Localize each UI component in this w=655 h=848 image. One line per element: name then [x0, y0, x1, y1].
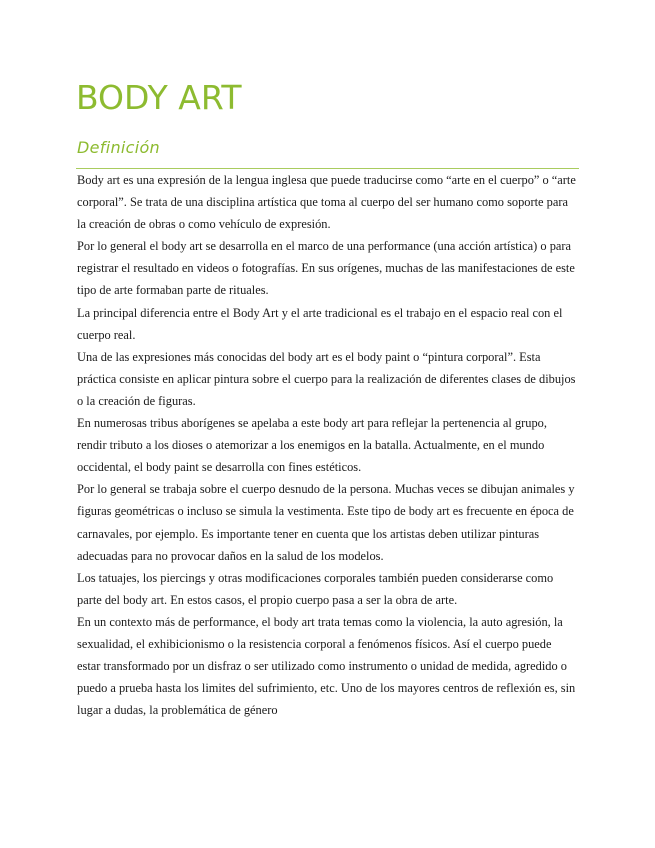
- paragraph: Body art es una expresión de la lengua inglesa que puede traducirse como “arte en el cuerpo” o “arte corporal”. Se trata de una disciplina artística que toma al cuerpo del ser humano como soporte para la creación de obras o como vehículo de expresión.: [77, 173, 576, 232]
- paragraph: La principal diferencia entre el Body Art y el arte tradicional es el trabajo en el espacio real con el cuerpo real.: [77, 305, 563, 342]
- paragraph: Una de las expresiones más conocidas del body art es el body paint o “pintura corporal”. Esta práctica consiste en aplicar pintura sobre el cuerpo para la realización de diferentes clases de dibujos o la creación de figuras.: [77, 349, 576, 408]
- section-heading: Definición: [77, 138, 160, 157]
- body-text: [77, 169, 577, 721]
- paragraph: En un contexto más de performance, el body art trata temas como la violencia, la auto agresión, la sexualidad, el exhibicionismo o la resistencia corporal a fenómenos físicos. Así el cuerpo puede estar transformado por un disfraz o ser utilizado como instrumento o unidad de medida, agredido o puedo a prueba hasta los limites del sufrimiento, etc. Uno de los mayores centros de reflexión es, sin lugar a dudas, la problemática de género: [77, 614, 576, 718]
- paragraph: Los tatuajes, los piercings y otras modificaciones corporales también pueden considerarse como parte del body art. En estos casos, el propio cuerpo pasa a ser la obra de arte.: [77, 570, 554, 607]
- page-title: BODY ART: [76, 78, 242, 117]
- paragraph: En numerosas tribus aborígenes se apelaba a este body art para reflejar la pertenencia al grupo, rendir tributo a los dioses o atemorizar a los enemigos en la batalla. Actualmente, en el mundo occidental, el body paint se desarrolla con fines estéticos.: [77, 416, 547, 475]
- paragraph: Por lo general se trabaja sobre el cuerpo desnudo de la persona. Muchas veces se dibujan animales y figuras geométricas o incluso se simula la vestimenta. Este tipo de body art es frecuente en época de carnavales, por ejemplo. Es importante tener en cuenta que los artistas deben utilizar pinturas adecuadas para no provocar daños en la salud de los modelos.: [77, 482, 575, 563]
- paragraph: Por lo general el body art se desarrolla en el marco de una performance (una acción artística) o para registrar el resultado en videos o fotografías. En sus orígenes, muchas de las manifestaciones de este tipo de arte formaban parte de rituales.: [77, 239, 575, 298]
